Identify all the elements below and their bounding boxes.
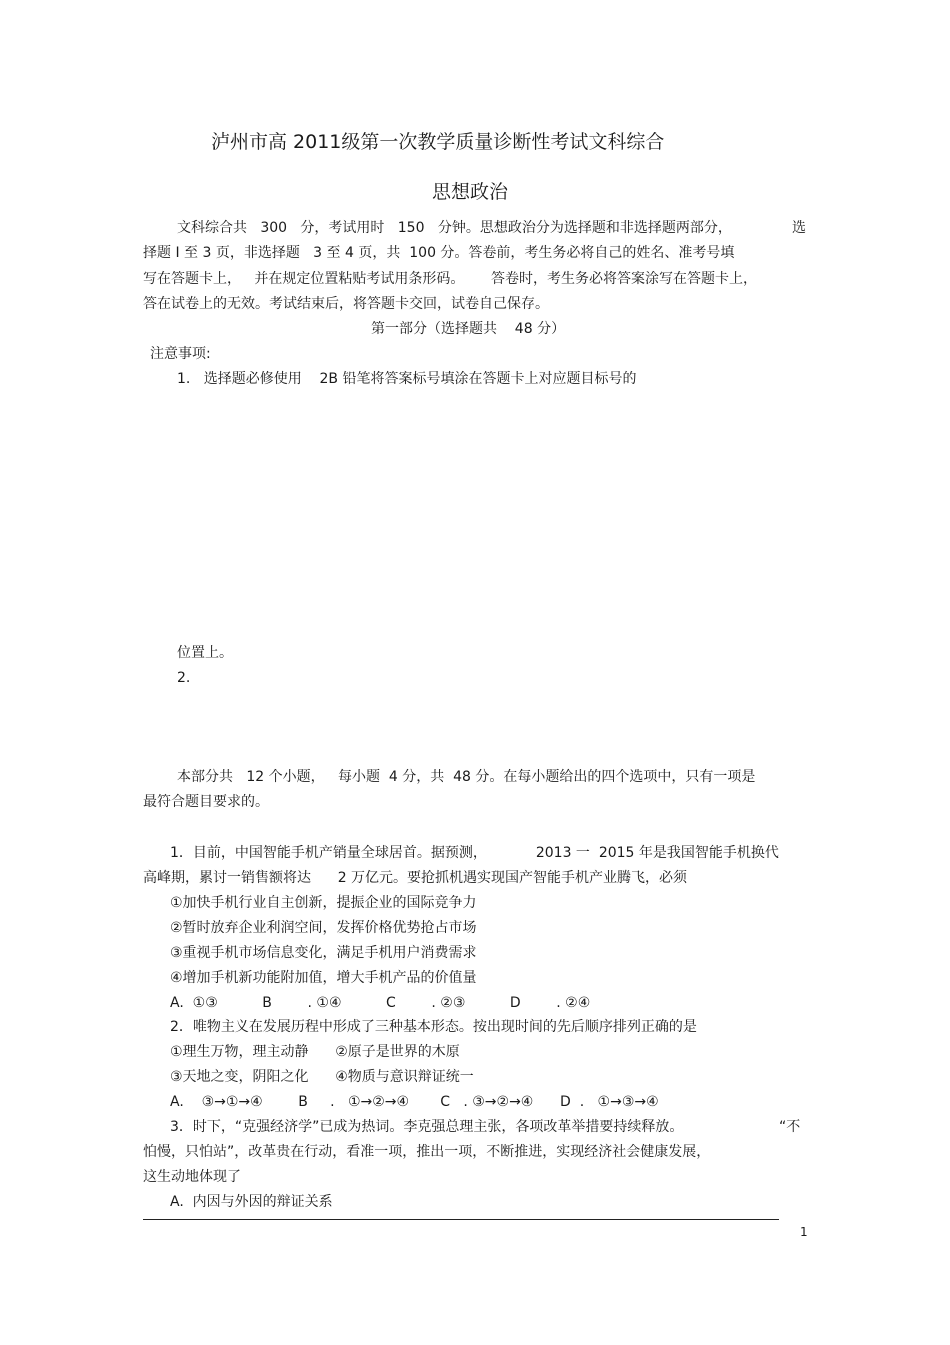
question-2-row-2: ③天地之变，阴阳之化 ④物质与意识辩证统一 (170, 1069, 474, 1085)
intro-line-1-end: 选 (792, 220, 806, 236)
footer-divider (143, 1219, 779, 1220)
intro-line-1: 文科综合共 300 分，考试用时 150 分钟。思想政治分为选择题和非选择题两部分， (177, 220, 732, 236)
question-3-option-a: A. 内因与外因的辩证关系 (170, 1194, 333, 1210)
question-3-stem-1-end: “不 (779, 1119, 801, 1135)
question-2-row-1: ①理生万物，理主动静 ②原子是世界的木原 (170, 1044, 460, 1060)
notice-item-2: 2. (177, 670, 191, 686)
page-number: 1 (800, 1225, 808, 1239)
part1-heading: 第一部分（选择题共 48 分） (371, 321, 566, 337)
notice-item-1: 1. 选择题必修使用 2B 铅笔将答案标号填涂在答题卡上对应题目标号的 (177, 371, 637, 387)
question-3-stem-3: 这生动地体现了 (143, 1169, 241, 1185)
notice-item-1-cont: 位置上。 (177, 645, 233, 661)
question-3-stem-1: 3．时下，“克强经济学”已成为热词。李克强总理主张，各项改革举措要持续释放。 (170, 1119, 684, 1135)
intro-line-2: 择题 Ⅰ 至 3 页，非选择题 3 至 4 页，共 100 分。答卷前，考生务必将自己的姓名、准考号填 (143, 245, 735, 261)
document-title: 泸州市高 2011级第一次教学质量诊断性考试文科综合 (211, 131, 665, 153)
intro-line-4: 答在试卷上的无效。考试结束后，将答题卡交回，试卷自己保存。 (143, 296, 549, 312)
question-1-stem-1: 1．目前，中国智能手机产销量全球居首。据预测， 2013 一 2015 年是我国智能手机换代 (170, 845, 779, 861)
document-subtitle: 思想政治 (432, 181, 509, 203)
question-1-stem-2: 高峰期，累讨一销售额将达 2 万亿元。要抢抓机遇实现国产智能手机产业腾飞，必须 (143, 870, 688, 886)
question-1-option-2: ②暂时放弃企业利润空间，发挥价格优势抢占市场 (170, 920, 477, 936)
question-2-stem: 2．唯物主义在发展历程中形成了三种基本形态。按出现时间的先后顺序排列正确的是 (170, 1019, 697, 1035)
question-1-option-3: ③重视手机市场信息变化，满足手机用户消费需求 (170, 945, 477, 961)
notice-label: 注意事项: (150, 346, 211, 362)
intro-line-3: 写在答题卡上， 并在规定位置粘贴考试用条形码。 答卷时，考生务必将答案涂写在答题卡上， (143, 271, 758, 287)
question-1-answers: A. ①③ B . ①④ C . ②③ D . ②④ (170, 995, 591, 1011)
question-3-stem-2: 怕慢，只怕站”，改革贵在行动，看准一项，推出一项，不断推进，实现经济社会健康发展， (143, 1144, 711, 1160)
question-1-option-4: ④增加手机新功能附加值，增大手机产品的价值量 (170, 970, 477, 986)
question-2-answers: A. ③→①→④ B . ①→②→④ C . ③→②→④ D . ①→③→④ (170, 1094, 659, 1110)
section-desc-2: 最符合题目要求的。 (143, 794, 269, 810)
section-desc-1: 本部分共 12 个小题， 每小题 4 分，共 48 分。在每小题给出的四个选项中，只有一项是 (177, 769, 756, 785)
question-1-option-1: ①加快手机行业自主创新，提振企业的国际竞争力 (170, 895, 477, 911)
